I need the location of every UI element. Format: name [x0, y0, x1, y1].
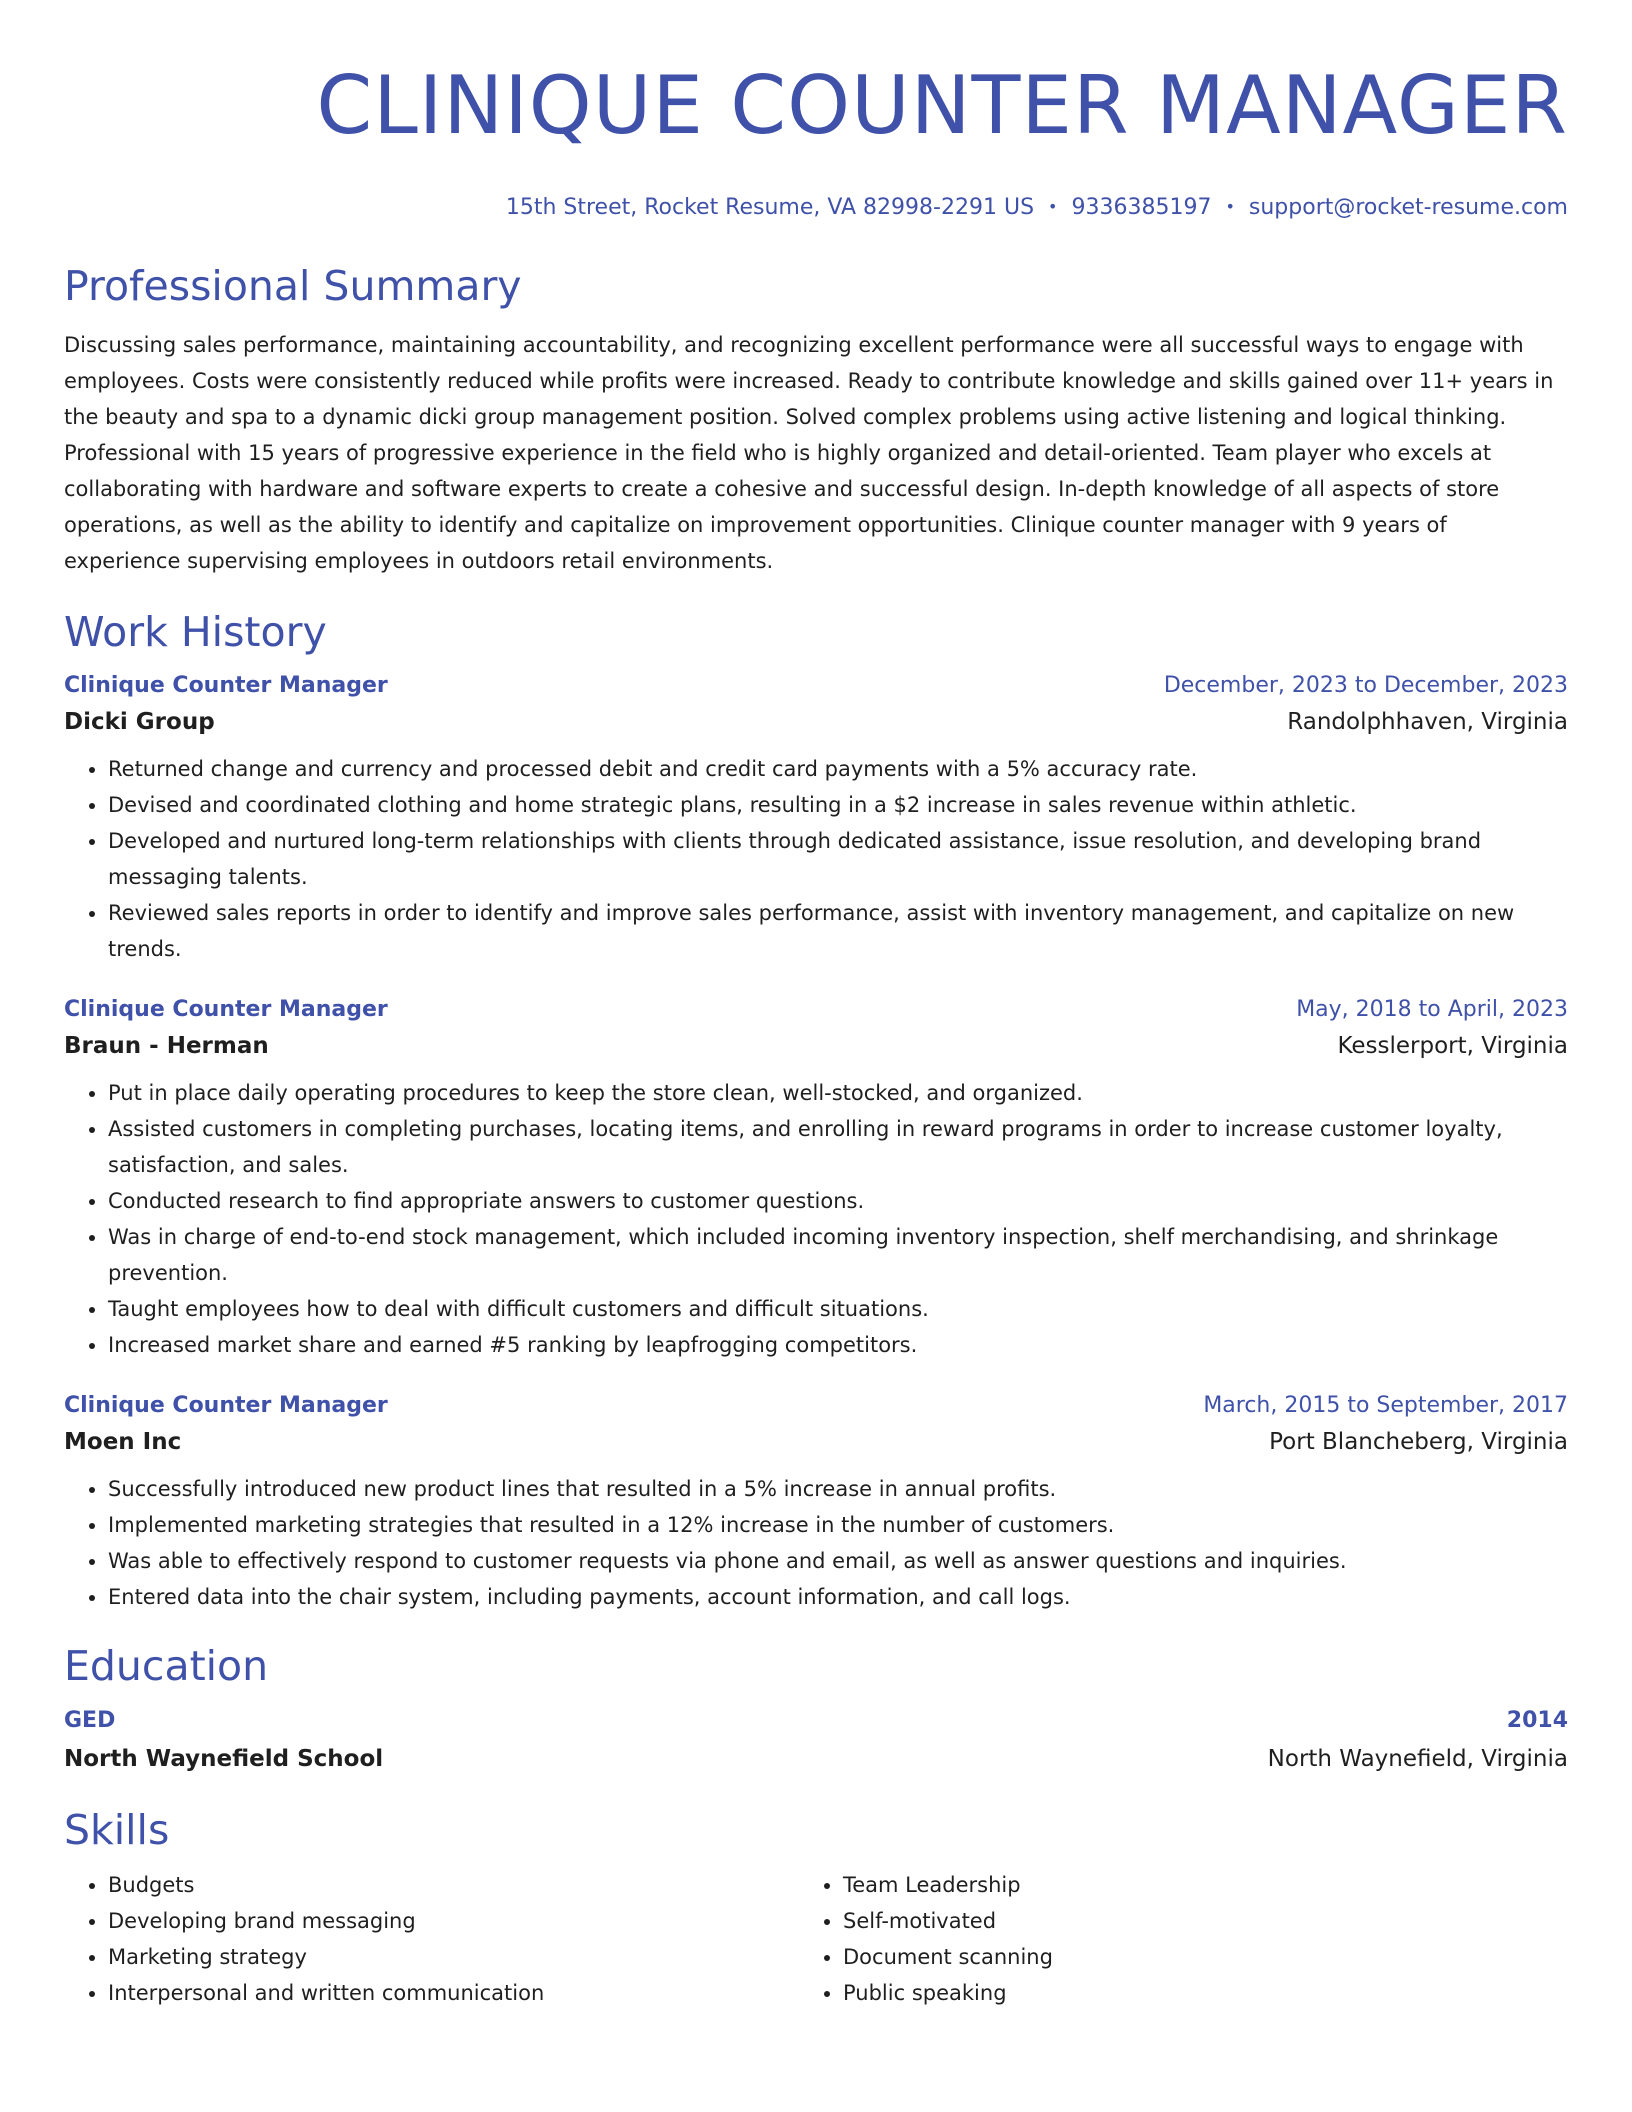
- education-degree-row: [64, 1703, 1568, 1739]
- job-bullet: • Put in place daily operating procedures to keep the store clean, well-stocked, and organized.: [108, 1075, 1568, 1111]
- job-entry: [64, 993, 1568, 1363]
- job-bullet: • Successfully introduced new product lines that resulted in a 5% increase in annual profits.: [108, 1471, 1568, 1507]
- job-title-row: [64, 993, 1568, 1027]
- job-entry: [64, 1389, 1568, 1615]
- job-bullets: [64, 1471, 1568, 1615]
- job-company: Moen Inc: [64, 1429, 182, 1455]
- contact-separator: •: [1048, 197, 1058, 216]
- skills-grid: [64, 1867, 1568, 2011]
- job-company-row: [64, 1423, 1568, 1461]
- education-heading: Education: [64, 1642, 269, 1690]
- job-bullet: • Was able to effectively respond to customer requests via phone and email, as well as answer questions and inquiries.: [108, 1543, 1568, 1579]
- job-dates: December, 2023 to December, 2023: [1163, 673, 1568, 698]
- job-company: Dicki Group: [64, 709, 215, 735]
- skill-item: • Document scanning: [843, 1939, 1534, 1975]
- job-bullets: [64, 1075, 1568, 1363]
- job-bullet: • Entered data into the chair system, including payments, account information, and call logs.: [108, 1579, 1568, 1615]
- skills-column-right: [799, 1867, 1534, 2011]
- job-bullet: • Developed and nurtured long-term relationships with clients through dedicated assistance, issue resolution, and developing brand messaging talents.: [108, 823, 1568, 895]
- education-entry: [64, 1703, 1568, 1779]
- education-school: North Waynefield School: [64, 1746, 384, 1772]
- job-company: Braun - Herman: [64, 1033, 269, 1059]
- skills-heading: Skills: [64, 1806, 170, 1854]
- job-bullet: • Conducted research to find appropriate answers to customer questions.: [108, 1183, 1568, 1219]
- job-entry: [64, 669, 1568, 967]
- skill-item: • Team Leadership: [843, 1867, 1534, 1903]
- job-company-row: [64, 703, 1568, 741]
- skill-item: • Self-motivated: [843, 1903, 1534, 1939]
- contact-address: 15th Street, Rocket Resume, VA 82998-2291 US: [505, 195, 1035, 220]
- summary-heading: Professional Summary: [64, 262, 522, 310]
- work-history-heading: Work History: [64, 608, 327, 656]
- summary-text: Discussing sales performance, maintaining accountability, and recognizing excellent performance were all successful ways to engage with employees. Costs were consistently reduced while profits were increased. Ready to contribute knowledge and skills gained over 11+ years in the beauty and spa to a dynamic dicki group management position. Solved complex problems using active listening and logical thinking. Professional with 15 years of progressive experience in the field who is highly organized and detail-oriented. Team player who excels at collaborating with hardware and software experts to create a cohesive and successful design. In-depth knowledge of all aspects of store operations, as well as the ability to identify and capitalize on improvement opportunities. Clinique counter manager with 9 years of experience supervising employees in outdoors retail environments.: [64, 333, 1554, 573]
- job-location: Randolphhaven, Virginia: [1287, 709, 1568, 735]
- job-dates: March, 2015 to September, 2017: [1203, 1393, 1568, 1418]
- skill-item: • Developing brand messaging: [108, 1903, 799, 1939]
- skills-list: [64, 1867, 799, 2011]
- job-bullet: • Taught employees how to deal with difficult customers and difficult situations.: [108, 1291, 1568, 1327]
- resume-name: CLINIQUE COUNTER MANAGER: [316, 59, 1568, 152]
- job-dates: May, 2018 to April, 2023: [1296, 997, 1568, 1022]
- job-company-row: [64, 1027, 1568, 1065]
- job-bullets: [64, 751, 1568, 967]
- job-bullet: • Reviewed sales reports in order to identify and improve sales performance, assist with inventory management, and capitalize on new trends.: [108, 895, 1568, 967]
- skill-item: • Marketing strategy: [108, 1939, 799, 1975]
- job-location: Kesslerport, Virginia: [1337, 1033, 1568, 1059]
- job-bullet: • Was in charge of end-to-end stock management, which included incoming inventory inspection, shelf merchandising, and shrinkage prevention.: [108, 1219, 1568, 1291]
- contact-phone: 9336385197: [1071, 195, 1212, 220]
- job-title-row: [64, 669, 1568, 703]
- skill-item: • Interpersonal and written communication: [108, 1975, 799, 2011]
- skills-column-left: [64, 1867, 799, 2011]
- job-bullet: • Returned change and currency and processed debit and credit card payments with a 5% accuracy rate.: [108, 751, 1568, 787]
- education-school-row: [64, 1739, 1568, 1779]
- contact-email: support@rocket-resume.com: [1248, 195, 1568, 220]
- skill-item: • Public speaking: [843, 1975, 1534, 2011]
- job-title-row: [64, 1389, 1568, 1423]
- job-title: Clinique Counter Manager: [64, 997, 388, 1022]
- skills-list: [799, 1867, 1534, 2011]
- contact-separator: •: [1225, 197, 1235, 216]
- contact-line: [64, 192, 1568, 223]
- skill-item: • Budgets: [108, 1867, 799, 1903]
- job-bullet: • Implemented marketing strategies that resulted in a 12% increase in the number of customers.: [108, 1507, 1568, 1543]
- job-title: Clinique Counter Manager: [64, 673, 388, 698]
- job-bullet: • Devised and coordinated clothing and home strategic plans, resulting in a $2 increase in sales revenue within athletic.: [108, 787, 1568, 823]
- job-location: Port Blancheberg, Virginia: [1269, 1429, 1568, 1455]
- job-title: Clinique Counter Manager: [64, 1393, 388, 1418]
- education-location: North Waynefield, Virginia: [1267, 1746, 1568, 1772]
- job-bullet: • Increased market share and earned #5 ranking by leapfrogging competitors.: [108, 1327, 1568, 1363]
- job-bullet: • Assisted customers in completing purchases, locating items, and enrolling in reward programs in order to increase customer loyalty, satisfaction, and sales.: [108, 1111, 1568, 1183]
- education-year: 2014: [1506, 1708, 1568, 1733]
- education-degree: GED: [64, 1708, 116, 1733]
